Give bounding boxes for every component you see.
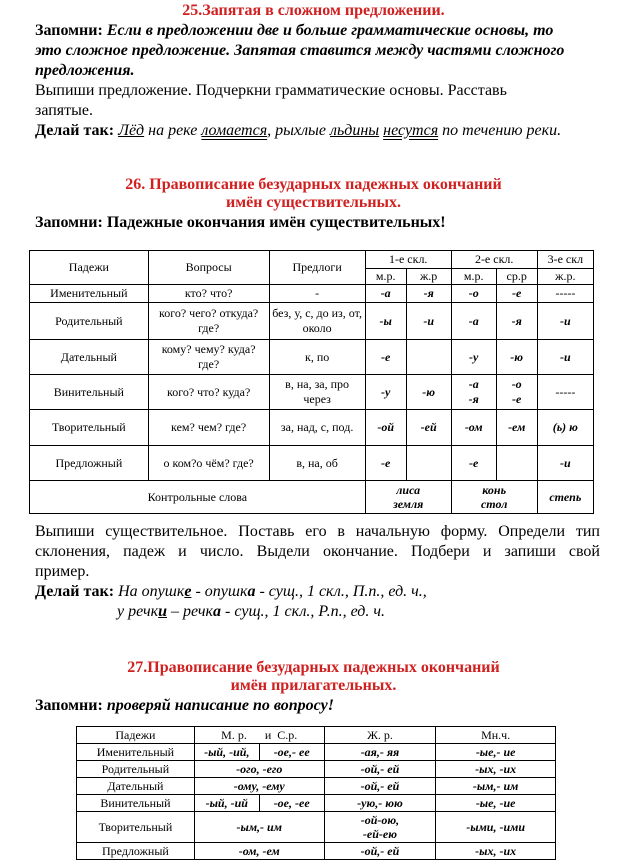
ending: -ы — [365, 303, 406, 340]
ending: -ем — [496, 410, 537, 446]
table-row — [77, 761, 556, 778]
header-gender: ж.р — [406, 269, 451, 285]
table-row — [77, 778, 556, 795]
case-prepositions: - — [269, 285, 365, 303]
ending-fem: -ой,- ей — [324, 761, 436, 778]
table-row — [77, 795, 556, 812]
table-row — [30, 303, 594, 340]
ending: -и — [537, 340, 593, 375]
example-sentence — [118, 122, 561, 139]
ending: -у — [365, 375, 406, 410]
case-name: Предложный — [30, 446, 149, 481]
noun-endings-table — [29, 250, 594, 514]
example-line-2 — [35, 602, 600, 622]
task-line-1: Выпиши существительное. Поставь его в начальную форму. Определи тип — [35, 523, 600, 540]
do-label: Делай так: — [35, 583, 115, 600]
case-question: кто? что? — [148, 285, 269, 303]
header-masc-neut: М. р. и С.р. — [194, 727, 324, 744]
example-text: - сущ., 1 скл., Р.п., ед. ч. — [221, 603, 386, 620]
example-line-1 — [35, 582, 600, 602]
ending-neut: -ое, -ее — [259, 795, 324, 812]
ending: -ю — [406, 375, 451, 410]
ending: -и — [537, 446, 593, 481]
ending — [406, 340, 451, 375]
ending: -о -е — [496, 375, 537, 410]
header-gender: ж.р. — [537, 269, 593, 285]
ending: -ю — [496, 340, 537, 375]
header-fem: Ж. р. — [324, 727, 436, 744]
example-text: - сущ., 1 скл., П.п., ед. ч., — [255, 583, 427, 600]
control-words-row — [30, 481, 594, 514]
table-row — [30, 410, 594, 446]
example-ending: и — [158, 603, 168, 620]
section-27-title-line-2: имён прилагательных. — [230, 677, 397, 694]
ending: -и — [537, 303, 593, 340]
header-gender: м.р. — [451, 269, 496, 285]
predicate-1: ломается — [201, 122, 268, 139]
ending: -а — [365, 285, 406, 303]
header-cases: Падежи — [30, 251, 149, 285]
case-prepositions: без, у, с, до из, от, около — [269, 303, 365, 340]
case-question: кого? что? куда? — [148, 375, 269, 410]
example-text: у речк — [117, 603, 159, 620]
ending-neut: -ое,- ее — [259, 744, 324, 761]
example-text: по течению реки. — [438, 122, 562, 139]
case-prepositions: в, на, за, про через — [269, 375, 365, 410]
example-text: – речк — [167, 603, 214, 620]
example-ending: е — [184, 583, 192, 600]
ending-masc-neut: -ого, -его — [194, 761, 324, 778]
header-cases: Падежи — [77, 727, 195, 744]
case-name: Именительный — [77, 744, 195, 761]
example-text: , рыхлые — [267, 122, 330, 139]
adjective-endings-table — [76, 726, 556, 860]
ending-fem: -ой-ою, -ей-ею — [324, 812, 436, 843]
rule-line-2: это сложное предложение. Запятая ставится между частями сложного — [35, 42, 565, 59]
case-name: Творительный — [77, 812, 195, 843]
case-name: Творительный — [30, 410, 149, 446]
case-prepositions: к, по — [269, 340, 365, 375]
do-label: Делай так: — [35, 122, 115, 139]
section-25-rule — [35, 21, 605, 141]
ending: -ой — [365, 410, 406, 446]
header-gender: ср.р — [496, 269, 537, 285]
example-ending: а — [247, 583, 256, 600]
example-ending: а — [213, 603, 222, 620]
ending: (ь) ю — [537, 410, 593, 446]
task-line-3: пример. — [35, 563, 90, 580]
case-name: Дательный — [77, 778, 195, 795]
header-declension-3: 3-е скл — [537, 251, 593, 269]
ending: -я — [406, 285, 451, 303]
example-text: На опушк — [118, 583, 185, 600]
header-plural: Мн.ч. — [436, 727, 556, 744]
ending-fem: -ой,- ей — [324, 778, 436, 795]
ending — [496, 446, 537, 481]
remember-text: проверяй написание по вопросу! — [106, 697, 334, 714]
case-name: Родительный — [30, 303, 149, 340]
section-26-task — [35, 522, 600, 622]
ending: -у — [451, 340, 496, 375]
case-question: кем? чем? где? — [148, 410, 269, 446]
ending: -е — [496, 285, 537, 303]
case-name: Винительный — [77, 795, 195, 812]
section-26-remember: Запомни: Падежные окончания имён существительных! — [35, 214, 446, 231]
case-name: Именительный — [30, 285, 149, 303]
ending-masc-neut: -ом, -ем — [194, 843, 324, 860]
rule-line-1: Если в предложении две и больше грамматические основы, то — [106, 22, 554, 39]
ending: -о — [451, 285, 496, 303]
ending-masc-neut: -ым,- им — [194, 812, 324, 843]
control-words-decl-1: лиса земля — [365, 481, 451, 514]
ending-plural: -ым,- им — [436, 778, 556, 795]
section-25-title: 25.Запятая в сложном предложении. — [182, 2, 445, 19]
table-row — [30, 285, 594, 303]
case-name: Винительный — [30, 375, 149, 410]
ending: -я — [496, 303, 537, 340]
case-name: Предложный — [77, 843, 195, 860]
ending-plural: -ых, -их — [436, 843, 556, 860]
case-name: Дательный — [30, 340, 149, 375]
control-words-decl-2: конь стол — [451, 481, 537, 514]
section-26-title — [0, 176, 627, 212]
case-prepositions: за, над, с, под. — [269, 410, 365, 446]
task-line-2: запятые. — [35, 102, 93, 119]
ending-plural: -ых, -их — [436, 761, 556, 778]
example-line — [35, 121, 605, 141]
ending-fem: -ой,- ей — [324, 843, 436, 860]
header-declension-2: 2-е скл. — [451, 251, 537, 269]
control-words-decl-3: степь — [537, 481, 593, 514]
ending-fem: -ую,- юю — [324, 795, 436, 812]
ending: -ом — [451, 410, 496, 446]
ending-masc-neut: -ому, -ему — [194, 778, 324, 795]
task-line-2: склонения, падеж и число. Выдели окончание. Подбери и запиши свой — [35, 543, 600, 560]
ending-plural: -ыми, -ими — [436, 812, 556, 843]
subject-2: льдины — [330, 122, 380, 139]
ending: -и — [406, 303, 451, 340]
case-question: кому? чему? куда? где? — [148, 340, 269, 375]
table-row — [77, 843, 556, 860]
ending-fem: -ая,- яя — [324, 744, 436, 761]
table-row — [30, 375, 594, 410]
section-26-title-line-2: имён существительных. — [225, 194, 402, 211]
predicate-2: несутся — [383, 122, 439, 139]
case-prepositions: в, на, об — [269, 446, 365, 481]
case-question: о ком?о чём? где? — [148, 446, 269, 481]
ending-masc: -ый, -ий — [194, 795, 259, 812]
ending: -е — [365, 446, 406, 481]
case-question: кого? чего? откуда? где? — [148, 303, 269, 340]
header-gender: м.р. — [365, 269, 406, 285]
section-27-title-line-1: 27.Правописание безударных падежных окончаний — [127, 659, 500, 676]
example-text: - опушк — [191, 583, 248, 600]
example-text: на реке — [144, 122, 202, 139]
header-prepositions: Предлоги — [269, 251, 365, 285]
ending: ----- — [537, 285, 593, 303]
subject-1: Лёд — [118, 122, 145, 139]
header-questions: Вопросы — [148, 251, 269, 285]
task-line-1: Выпиши предложение. Подчеркни грамматические основы. Расставь — [35, 82, 507, 99]
ending-plural: -ые,- ие — [436, 744, 556, 761]
table-row — [77, 744, 556, 761]
table-row — [30, 446, 594, 481]
ending: -а — [451, 303, 496, 340]
ending: -ей — [406, 410, 451, 446]
ending — [406, 446, 451, 481]
table-row — [77, 812, 556, 843]
remember-label: Запомни: — [35, 697, 103, 714]
section-27-remember — [35, 696, 334, 716]
ending: -а -я — [451, 375, 496, 410]
ending-plural: -ые, -ие — [436, 795, 556, 812]
rule-line-3: предложения. — [35, 62, 135, 79]
table-row — [30, 340, 594, 375]
ending: -е — [365, 340, 406, 375]
case-name: Родительный — [77, 761, 195, 778]
control-words-label: Контрольные слова — [30, 481, 366, 514]
ending: ----- — [537, 375, 593, 410]
ending-masc: -ый, -ий, — [194, 744, 259, 761]
section-26-title-line-1: 26. Правописание безударных падежных окончаний — [125, 176, 502, 193]
ending: -е — [451, 446, 496, 481]
remember-label: Запомни: — [35, 22, 103, 39]
header-declension-1: 1-е скл. — [365, 251, 451, 269]
section-27-title — [0, 659, 627, 695]
